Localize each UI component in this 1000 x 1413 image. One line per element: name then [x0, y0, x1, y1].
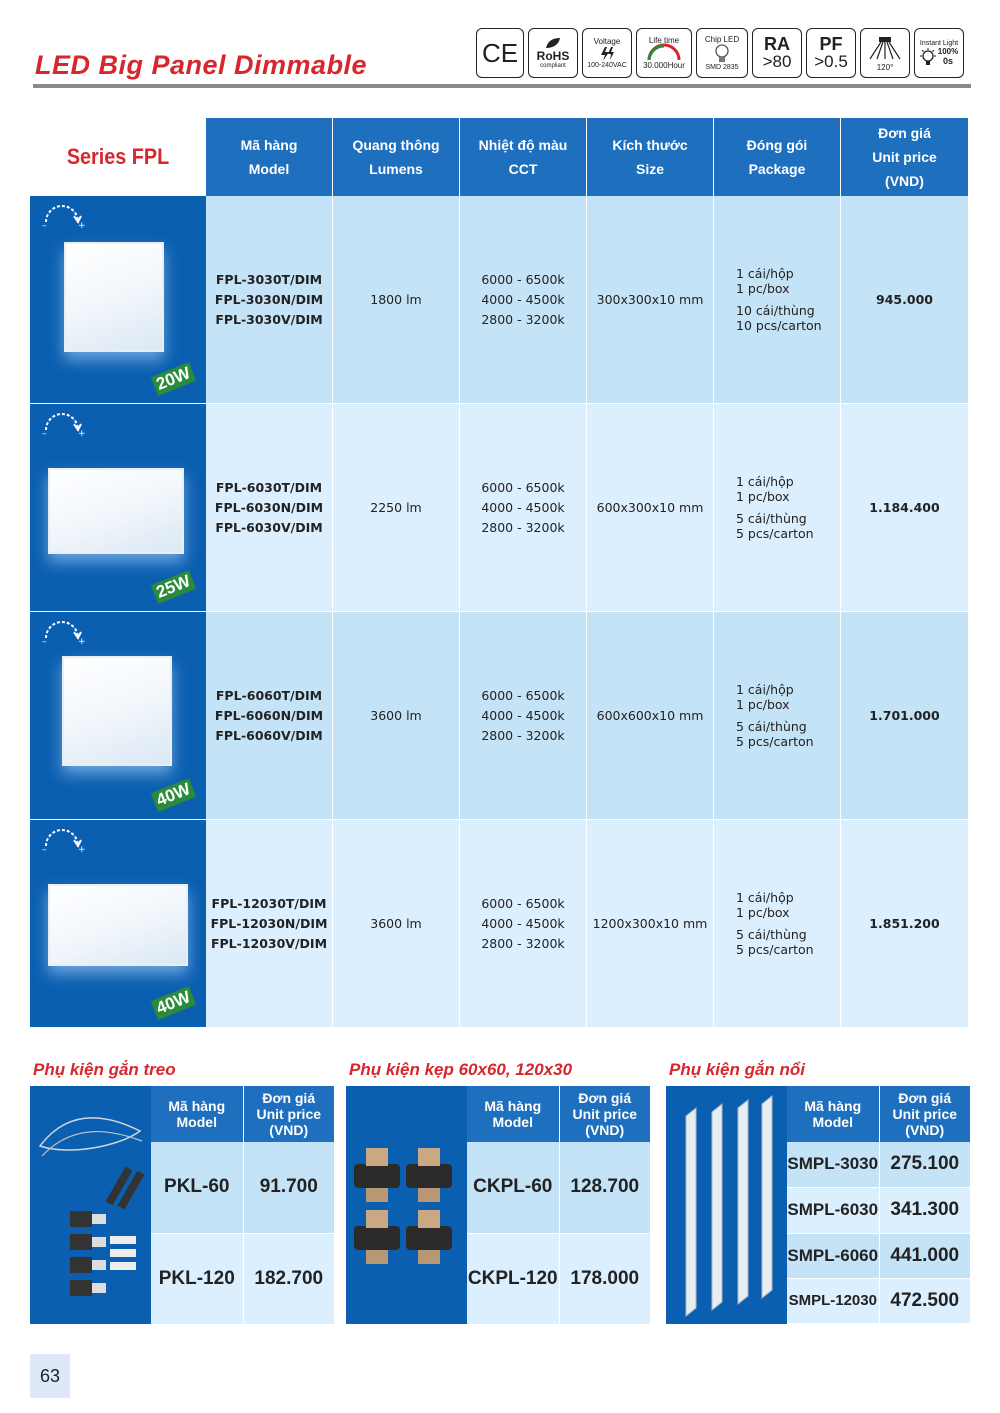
- beam-angle-icon: [867, 35, 903, 63]
- price-cell: 1.851.200: [841, 820, 968, 1027]
- size-cell: 600x300x10 mm: [587, 404, 714, 611]
- table-row: [30, 404, 968, 612]
- dimmer-icon: [40, 620, 86, 647]
- col-package-header: Đóng gói Package: [714, 118, 841, 196]
- product-image: [30, 404, 206, 611]
- hanging-kit-icon: [30, 1086, 151, 1324]
- model-cell: SMPL-12030: [787, 1278, 879, 1323]
- chip-led-badge: Chip LED SMD 2835: [696, 28, 748, 78]
- table-header: [206, 118, 968, 196]
- table-row: [787, 1278, 970, 1323]
- voltage-badge: Voltage 100-240VAC: [582, 28, 632, 78]
- svg-text:–: –: [42, 221, 47, 231]
- model-cell: SMPL-6030: [787, 1187, 879, 1233]
- panel-image: [64, 242, 164, 352]
- panel-image: [48, 468, 184, 554]
- col-model-header: Mã hàng Model: [206, 118, 333, 196]
- model-header: Mã hàng Model: [467, 1086, 559, 1142]
- table-row: [467, 1142, 650, 1233]
- wattage-badge: 40W: [151, 778, 196, 812]
- lumens-cell: 3600 lm: [333, 612, 460, 819]
- package-cell: 1 cái/hộp 1 pc/box 5 cái/thùng 5 pcs/carton: [714, 404, 841, 611]
- ra-badge: RA >80: [752, 28, 802, 78]
- table-row: [30, 820, 968, 1028]
- price-cell: 472.500: [879, 1278, 970, 1323]
- col-price-header: Đơn giá Unit price (VND): [841, 118, 968, 196]
- model-cell: FPL-6060T/DIM FPL-6060N/DIM FPL-6060V/DIM: [206, 612, 333, 819]
- accessory-title-surface: Phụ kiện gắn nổi: [669, 1060, 806, 1079]
- sun-bulb-icon: [920, 48, 936, 66]
- clip-kit-icon: [346, 1086, 467, 1324]
- cct-cell: 6000 - 6500k 4000 - 4500k 2800 - 3200k: [460, 404, 587, 611]
- rohs-badge: RoHS compliant: [528, 28, 578, 78]
- lumens-cell: 2250 lm: [333, 404, 460, 611]
- model-cell: PKL-60: [151, 1142, 243, 1233]
- price-header: Đơn giá Unit price (VND): [243, 1086, 334, 1142]
- model-cell: FPL-3030T/DIM FPL-3030N/DIM FPL-3030V/DIM: [206, 196, 333, 403]
- model-cell: SMPL-6060: [787, 1233, 879, 1278]
- svg-text:+: +: [78, 845, 86, 855]
- package-cell: 1 cái/hộp 1 pc/box 5 cái/thùng 5 pcs/carton: [714, 820, 841, 1027]
- model-cell: CKPL-60: [467, 1142, 559, 1233]
- model-header: Mã hàng Model: [151, 1086, 243, 1142]
- price-cell: 275.100: [879, 1142, 970, 1187]
- table-row: [30, 196, 968, 404]
- dimmer-icon: [40, 204, 86, 231]
- accessory-hanging-section: [30, 1086, 334, 1324]
- size-cell: 1200x300x10 mm: [587, 820, 714, 1027]
- model-cell: PKL-120: [151, 1233, 243, 1324]
- wattage-badge: 40W: [151, 986, 196, 1020]
- table-row: [151, 1142, 334, 1233]
- lumens-cell: 3600 lm: [333, 820, 460, 1027]
- certification-badges: [476, 28, 964, 78]
- ce-badge: CE: [476, 28, 524, 78]
- svg-text:–: –: [42, 845, 47, 855]
- size-cell: 300x300x10 mm: [587, 196, 714, 403]
- price-cell: 945.000: [841, 196, 968, 403]
- package-cell: 1 cái/hộp 1 pc/box 5 cái/thùng 5 pcs/carton: [714, 612, 841, 819]
- panel-image: [48, 884, 188, 966]
- cct-cell: 6000 - 6500k 4000 - 4500k 2800 - 3200k: [460, 196, 587, 403]
- wattage-badge: 20W: [151, 362, 196, 396]
- panel-image: [62, 656, 172, 766]
- surface-kit-image: [666, 1086, 787, 1324]
- bulb-icon: [715, 44, 729, 64]
- title-divider: [33, 84, 971, 88]
- price-cell: 1.701.000: [841, 612, 968, 819]
- lifetime-badge: Life time 30.000Hour: [636, 28, 692, 78]
- product-image: [30, 820, 206, 1027]
- table-row: [787, 1233, 970, 1278]
- col-lumens-header: Quang thông Lumens: [333, 118, 460, 196]
- svg-text:–: –: [42, 429, 47, 439]
- accessory-surface-table: [787, 1086, 970, 1324]
- wattage-badge: 25W: [151, 570, 196, 604]
- page-title: LED Big Panel Dimmable: [35, 50, 368, 80]
- cct-cell: 6000 - 6500k 4000 - 4500k 2800 - 3200k: [460, 612, 587, 819]
- accessory-clip-section: [346, 1086, 650, 1324]
- gauge-icon: [646, 45, 682, 61]
- price-cell: 341.300: [879, 1187, 970, 1233]
- leaf-icon: [544, 37, 562, 49]
- table-row: [151, 1233, 334, 1324]
- model-cell: CKPL-120: [467, 1233, 559, 1324]
- beam-angle-badge: 120°: [860, 28, 910, 78]
- table-row: [787, 1142, 970, 1187]
- svg-text:+: +: [78, 429, 86, 439]
- svg-text:+: +: [78, 221, 86, 231]
- accessory-title-hanging: Phụ kiện gắn treo: [33, 1060, 176, 1079]
- accessory-surface-section: [666, 1086, 970, 1324]
- model-cell: SMPL-3030: [787, 1142, 879, 1187]
- product-image: [30, 612, 206, 819]
- price-cell: 178.000: [559, 1233, 650, 1324]
- price-cell: 128.700: [559, 1142, 650, 1233]
- price-cell: 441.000: [879, 1233, 970, 1278]
- price-cell: 182.700: [243, 1233, 334, 1324]
- col-cct-header: Nhiệt độ màu CCT: [460, 118, 587, 196]
- lumens-cell: 1800 lm: [333, 196, 460, 403]
- accessory-clip-table: [467, 1086, 650, 1325]
- svg-text:–: –: [42, 637, 47, 647]
- model-header: Mã hàng Model: [787, 1086, 879, 1142]
- size-cell: 600x600x10 mm: [587, 612, 714, 819]
- price-cell: 91.700: [243, 1142, 334, 1233]
- col-size-header: Kích thước Size: [587, 118, 714, 196]
- product-rows: [30, 196, 968, 1028]
- price-header: Đơn giá Unit price (VND): [879, 1086, 970, 1142]
- pf-badge: PF >0.5: [806, 28, 856, 78]
- page-number: 63: [30, 1354, 70, 1398]
- svg-text:+: +: [78, 637, 86, 647]
- dimmer-icon: [40, 412, 86, 439]
- package-cell: 1 cái/hộp 1 pc/box 10 cái/thùng 10 pcs/carton: [714, 196, 841, 403]
- product-image: [30, 196, 206, 403]
- price-cell: 1.184.400: [841, 404, 968, 611]
- lightning-icon: [598, 46, 616, 62]
- model-cell: FPL-6030T/DIM FPL-6030N/DIM FPL-6030V/DIM: [206, 404, 333, 611]
- cct-cell: 6000 - 6500k 4000 - 4500k 2800 - 3200k: [460, 820, 587, 1027]
- dimmer-icon: [40, 828, 86, 855]
- table-row: [467, 1233, 650, 1324]
- table-row: [30, 612, 968, 820]
- table-row: [787, 1187, 970, 1233]
- accessory-hanging-table: [151, 1086, 334, 1325]
- hanging-kit-image: [30, 1086, 151, 1324]
- accessory-title-clip: Phụ kiện kẹp 60x60, 120x30: [349, 1060, 573, 1079]
- instant-light-badge: Instant Light 100% 0s: [914, 28, 964, 78]
- clip-kit-image: [346, 1086, 467, 1324]
- series-label: Series FPL: [66, 144, 170, 169]
- model-cell: FPL-12030T/DIM FPL-12030N/DIM FPL-12030V/DIM: [206, 820, 333, 1027]
- surface-frame-icon: [666, 1086, 787, 1324]
- price-header: Đơn giá Unit price (VND): [559, 1086, 650, 1142]
